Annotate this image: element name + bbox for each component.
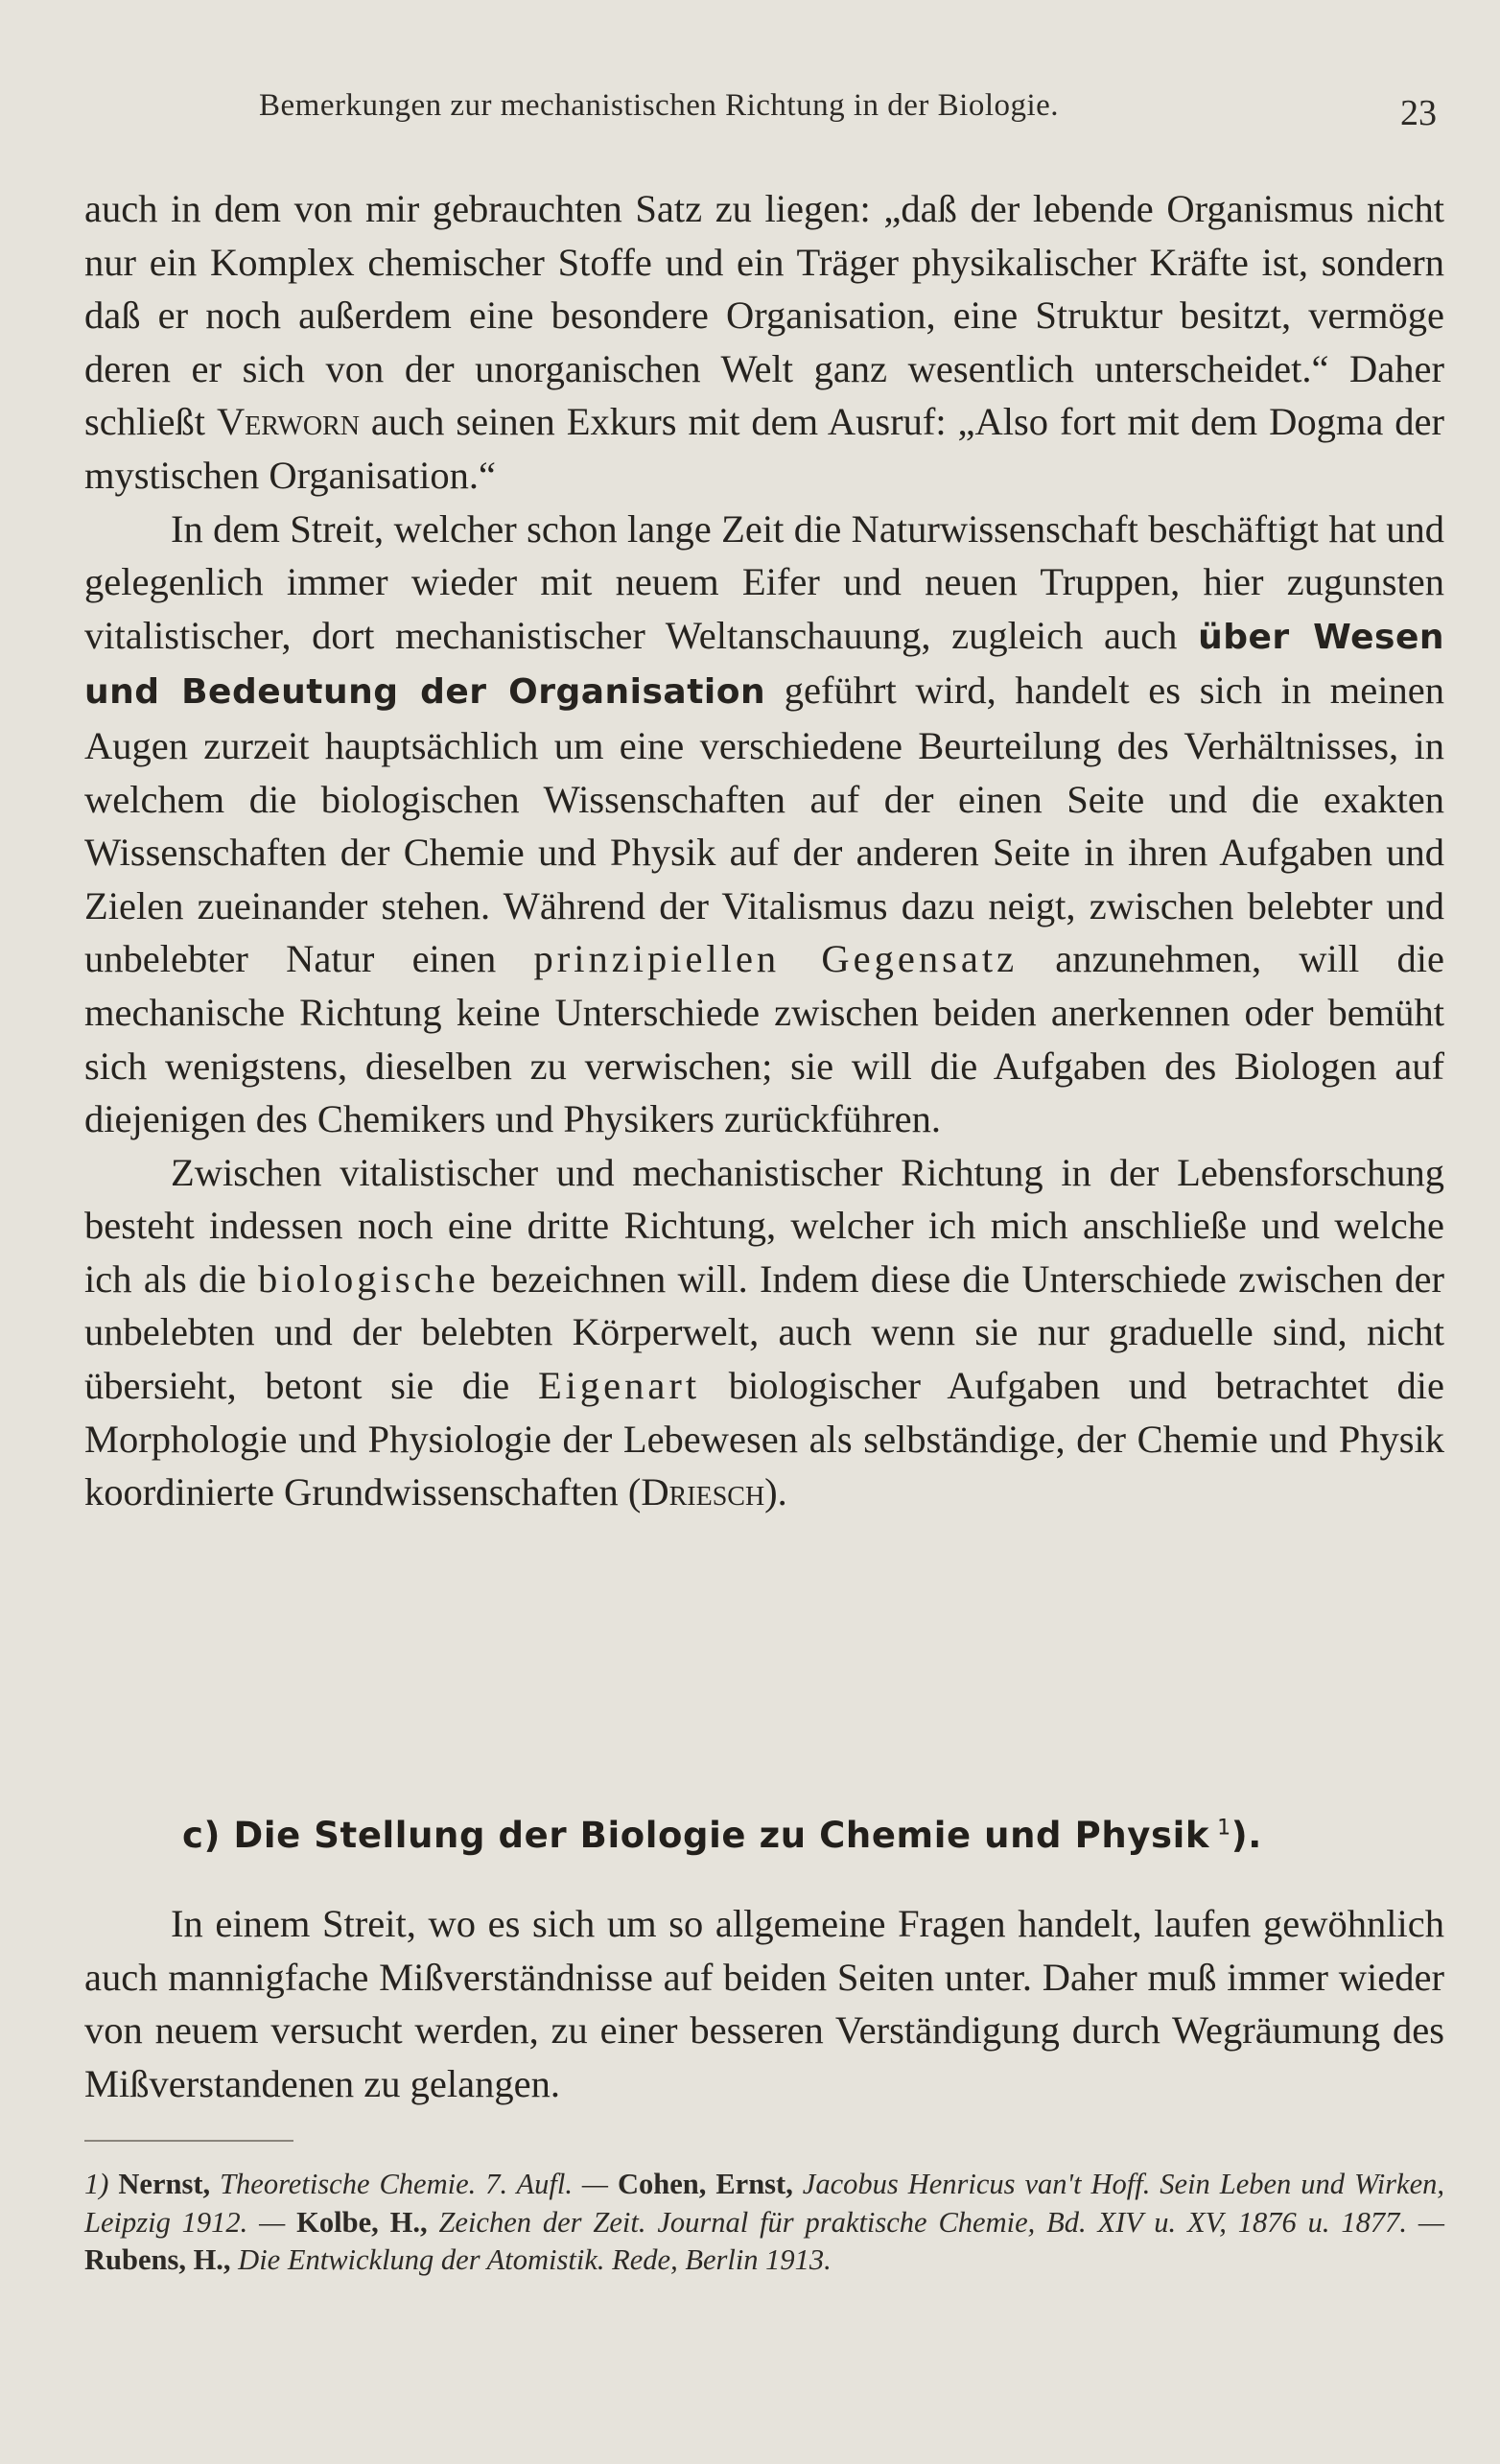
footnote-reference: 1: [1217, 1816, 1231, 1841]
footnote: [84, 2166, 1444, 2280]
author-name-verworn: Verworn: [216, 400, 360, 444]
paragraph-3-text-a: Zwischen vitalistischer und mechanistischer Richtung in der Lebensforschung besteht indessen noch eine dritte Richtung, welcher ich mich anschließe und welche ich als die: [84, 1150, 1444, 1301]
footnote-author-nernst: Nernst,: [118, 2168, 211, 2200]
spaced-word-biologische: biologische: [258, 1256, 480, 1301]
footnote-mark: 1): [84, 2168, 109, 2200]
spaced-word-eigenart: Eigenart: [537, 1364, 701, 1408]
paragraph-3-text-d: ).: [764, 1470, 787, 1514]
footnote-text-4: Die Entwicklung der Atomistik. Rede, Berlin 1913.: [230, 2243, 832, 2276]
footnote-text-2: Jacobus Henricus van't Hoff. Sein Leben und Wirken, Leipzig 1912. —: [84, 2168, 1444, 2239]
author-name-driesch: Driesch: [641, 1470, 765, 1514]
footnote-author-rubens: Rubens, H.,: [84, 2243, 231, 2276]
paragraph-2: [84, 503, 1444, 1146]
paragraph-2-text-c: anzunehmen, will die mechanische Richtung keine Unterschiede zwischen beiden anerkennen oder bemüht sich wenigstens, dieselben zu verwischen; sie will die Aufgaben des Biologen auf diejenigen des Chemikers und Physikers zurückführen.: [84, 937, 1444, 1141]
section-heading-text: c) Die Stellung der Biologie zu Chemie und Physik: [182, 1815, 1210, 1856]
paragraph-1: [84, 182, 1444, 503]
paragraph-3-text-c: biologischer Aufgaben und betrachtet die Morphologie und Physiologie der Lebewesen als selbständige, der Chemie und Physik koordinierte Grundwissenschaften (: [84, 1364, 1444, 1514]
paragraph-2-text-a: In dem Streit, welcher schon lange Zeit die Naturwissenschaft beschäftigt hat und gelegenlich immer wieder mit neuem Eifer und neuen Truppen, hier zugunsten vitalistischer, dort mechanistischer Weltanschauung, zugleich auch: [84, 506, 1444, 657]
paragraph-3-text-b: bezeichnen will. Indem diese die Unterschiede zwischen der unbelebten und der belebten Körperwelt, auch wenn sie nur graduelle sind, nicht übersieht, betont sie die: [84, 1256, 1444, 1408]
section-heading-tail: ).: [1230, 1815, 1262, 1856]
footnote-author-cohen: Cohen, Ernst,: [618, 2168, 793, 2200]
body-text-lower: [84, 1897, 1444, 2110]
paragraph-3: [84, 1146, 1444, 1519]
page-number: 23: [1400, 93, 1437, 133]
spaced-phrase-gegensatz: prinzipiellen Gegensatz: [533, 937, 1019, 981]
body-text-upper: [84, 182, 1444, 1519]
paragraph-4: In einem Streit, wo es sich um so allgemeine Fragen handelt, laufen gewöhnlich auch mannigfache Mißverständnisse auf beiden Seiten unter. Daher muß immer wieder von neuem versucht werden, zu einer besseren Verständigung durch Wegräumung des Mißverstandenen zu gelangen.: [84, 1902, 1444, 2105]
paragraph-1-text-b: auch seinen Exkurs mit dem Ausruf: „Also fort mit dem Dogma der mystischen Organisation.“: [84, 400, 1444, 497]
footnote-text-1: Theoretische Chemie. 7. Aufl. —: [210, 2168, 618, 2200]
footnote-author-kolbe: Kolbe, H.,: [296, 2205, 428, 2239]
running-title: Bemerkungen zur mechanistischen Richtung in der Biologie.: [259, 88, 1060, 123]
footnote-divider: [84, 2140, 293, 2142]
bold-phrase-organisation: über Wesen und Bedeutung der Organisation: [84, 617, 1444, 713]
paragraph-2-text-b: geführt wird, handelt es sich in meinen Augen zurzeit hauptsächlich um eine verschiedene Beurteilung des Verhältnisses, in welchem die biologischen Wissenschaften auf der einen Seite und die exakten Wissenschaften der Chemie und Physik auf der anderen Seite in ihren Aufgaben und Zielen zueinander stehen. Während der Vitalismus dazu neigt, zwischen belebter und unbelebter Natur einen: [84, 669, 1444, 981]
section-heading: [182, 1815, 1262, 1856]
footnote-text-3: Zeichen der Zeit. Journal für praktische Chemie, Bd. XIV u. XV, 1876 u. 1877. —: [427, 2205, 1445, 2239]
paragraph-1-text-a: auch in dem von mir gebrauchten Satz zu liegen: „daß der lebende Organismus nicht nur ein Komplex chemischer Stoffe und ein Träger physikalischer Kräfte ist, sondern daß er noch außerdem eine besondere Organisation, eine Struktur besitzt, vermöge deren er sich von der unorganischen Welt ganz wesentlich unterscheidet.“ Daher schließt: [84, 187, 1444, 444]
